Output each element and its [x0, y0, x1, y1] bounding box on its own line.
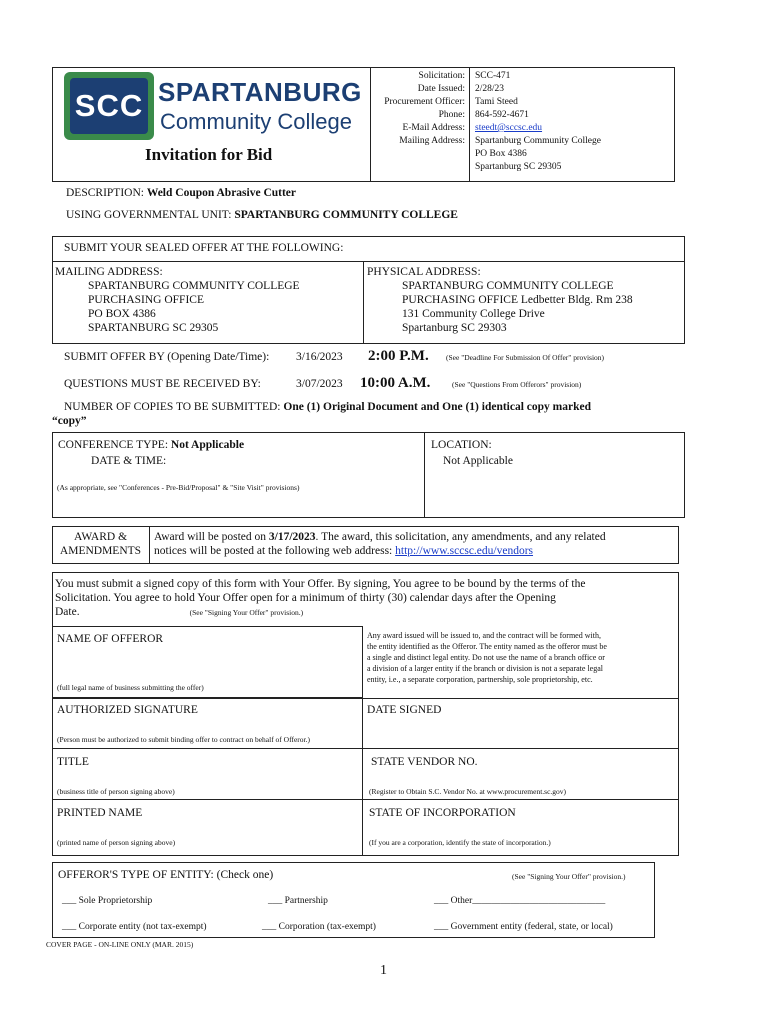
entity-type-note: (See "Signing Your Offer" provision.) [512, 872, 626, 881]
label-procurement-officer: Procurement Officer: [384, 97, 465, 107]
cover-page-footer: COVER PAGE - ON-LINE ONLY (MAR. 2015) [46, 940, 194, 949]
copies-value-continued: “copy” [52, 415, 87, 427]
conference-location-value: Not Applicable [443, 455, 513, 467]
mailing-address-line1: Spartanburg Community College [475, 136, 601, 146]
award-text: Award will be posted on 3/17/2023. The award, this solicitation, any amendments, and any related notices will be posted at the following web address: http://www.sccsc.edu/vendors [154, 531, 606, 557]
conference-note: (As appropriate, see "Conferences - Pre-Bid/Proposal" & "Site Visit" provisions) [57, 483, 300, 492]
mailing-line: SPARTANBURG COMMUNITY COLLEGE [88, 280, 300, 292]
logo-name-line2: Community College [160, 109, 352, 134]
questions-date: 3/07/2023 [296, 378, 343, 390]
unit-value: SPARTANBURG COMMUNITY COLLEGE [234, 209, 458, 221]
header-label-divider [469, 67, 470, 182]
date-issued: 2/28/23 [475, 84, 505, 94]
printed-name-note: (printed name of person signing above) [57, 838, 176, 847]
authorized-signature-note: (Person must be authorized to submit binding offer to contract on behalf of Offeror.) [57, 735, 310, 744]
label-mailing-address: Mailing Address: [399, 136, 465, 146]
physical-line: SPARTANBURG COMMUNITY COLLEGE [402, 280, 614, 292]
email-link[interactable]: steedt@sccsc.edu [475, 123, 543, 133]
physical-line: Spartanburg SC 29303 [402, 322, 507, 334]
entity-option-sole-proprietorship[interactable]: ___ Sole Proprietorship [62, 896, 153, 906]
description-value: Weld Coupon Abrasive Cutter [146, 187, 297, 199]
label-date-issued: Date Issued: [417, 84, 465, 94]
award-date: 3/17/2023 [268, 531, 316, 543]
state-incorporation-label: STATE OF INCORPORATION [369, 807, 516, 819]
copies-label: NUMBER OF COPIES TO BE SUBMITTED: [64, 401, 281, 413]
conference-datetime-label: DATE & TIME: [91, 455, 167, 467]
conference-divider [424, 432, 425, 518]
entity-option-corporate-entity[interactable]: ___ Corporate entity (not tax-exempt) [62, 922, 207, 932]
description-row [66, 186, 296, 200]
mailing-address-label: MAILING ADDRESS: [55, 266, 163, 278]
questions-note: (See "Questions From Offerors" provision) [452, 380, 582, 389]
printed-name-label: PRINTED NAME [57, 807, 143, 819]
deadline-date: 3/16/2023 [296, 351, 343, 363]
label-solicitation: Solicitation: [418, 71, 465, 81]
deadline-time: 2:00 P.M. [368, 348, 429, 364]
award-label-line1: AWARD & [73, 531, 128, 543]
award-divider [149, 526, 150, 564]
title-label: TITLE [57, 756, 89, 768]
entity-type-label: OFFEROR'S TYPE OF ENTITY: (Check one) [58, 869, 274, 881]
phone-number: 864-592-4671 [475, 110, 529, 120]
entity-option-other[interactable]: ___ Other____________________________ [434, 896, 606, 906]
label-email: E-Mail Address: [402, 123, 465, 133]
deadline-label: SUBMIT OFFER BY (Opening Date/Time): [64, 351, 270, 363]
solicitation-number: SCC-471 [475, 71, 511, 81]
authorized-signature-label: AUTHORIZED SIGNATURE [57, 704, 198, 716]
conference-type-value: Not Applicable [170, 439, 245, 451]
header-labels [371, 70, 465, 148]
copies-value: One (1) Original Document and One (1) identical copy marked [283, 401, 592, 413]
mailing-line: PO BOX 4386 [88, 308, 156, 320]
logo-name-line1: SPARTANBURG [158, 77, 362, 107]
submit-column-divider [363, 261, 364, 344]
title-note: (business title of person signing above) [57, 787, 175, 796]
name-of-offeror-label: NAME OF OFFEROR [57, 633, 164, 645]
scc-logo [63, 71, 155, 141]
logo-abbrev: SCC [74, 88, 144, 123]
mailing-line: SPARTANBURG SC 29305 [88, 322, 219, 334]
deadline-note: (See "Deadline For Submission Of Offer" provision) [446, 353, 605, 362]
award-label [52, 530, 149, 558]
state-vendor-note: (Register to Obtain S.C. Vendor No. at www.procurement.sc.gov) [369, 787, 567, 796]
mailing-address-block [55, 265, 360, 335]
questions-label: QUESTIONS MUST BE RECEIVED BY: [64, 378, 261, 390]
submit-heading: SUBMIT YOUR SEALED OFFER AT THE FOLLOWING: [64, 242, 344, 254]
conference-type-label: CONFERENCE TYPE: [58, 439, 169, 451]
entity-option-government[interactable]: ___ Government entity (federal, state, or local) [434, 922, 613, 932]
physical-line: PURCHASING OFFICE Ledbetter Bldg. Rm 238 [402, 294, 633, 306]
conference-location-label: LOCATION: [431, 439, 492, 451]
mailing-line: PURCHASING OFFICE [88, 294, 204, 306]
signing-note: (See "Signing Your Offer" provision.) [189, 608, 304, 617]
label-phone: Phone: [438, 110, 465, 120]
state-incorporation-note: (If you are a corporation, identify the state of incorporation.) [369, 838, 551, 847]
physical-line: 131 Community College Drive [402, 308, 545, 320]
unit-label: USING GOVERNMENTAL UNIT: [66, 209, 232, 221]
award-label-line2: AMENDMENTS [59, 545, 142, 557]
questions-time: 10:00 A.M. [360, 375, 431, 391]
copies-row [64, 400, 674, 414]
submit-heading-divider [52, 261, 685, 262]
mailing-address-line3: Spartanburg SC 29305 [475, 162, 562, 172]
mailing-address-line2: PO Box 4386 [475, 149, 527, 159]
entity-option-partnership[interactable]: ___ Partnership [268, 896, 328, 906]
conference-type-row [58, 438, 244, 452]
award-entity-note: Any award issued will be issued to, and the contract will be formed with, the entity identified as the Offeror. The entity named as the offeror must be a single and distinct legal entity. Do not use the name of a branch office or a division of a larger entity if the branch or division is not a separate legal entity, i.e., a separate corporation, partnership, sole proprietorship, etc. [367, 631, 607, 684]
unit-row [66, 208, 458, 222]
signing-instructions: You must submit a signed copy of this form with Your Offer. By signing, You agree to be bound by the terms of the Solicitation. You agree to hold Your Offer open for a minimum of thirty (30) calendar days after the Opening Date. (See "Signing Your Offer" provision.) [55, 578, 586, 618]
vendors-link[interactable]: http://www.sccsc.edu/vendors [395, 545, 534, 557]
name-of-offeror-note: (full legal name of business submitting the offer) [57, 683, 204, 692]
entity-option-corporation-tax-exempt[interactable]: ___ Corporation (tax-exempt) [262, 922, 376, 932]
page-title: Invitation for Bid [145, 145, 273, 164]
physical-address-label: PHYSICAL ADDRESS: [367, 266, 481, 278]
page-number: 1 [380, 963, 387, 978]
header-values [475, 70, 671, 174]
procurement-officer: Tami Steed [475, 97, 518, 107]
date-signed-label: DATE SIGNED [367, 704, 442, 716]
physical-address-block [367, 265, 683, 335]
state-vendor-label: STATE VENDOR NO. [371, 756, 478, 768]
description-label: DESCRIPTION: [66, 187, 144, 199]
